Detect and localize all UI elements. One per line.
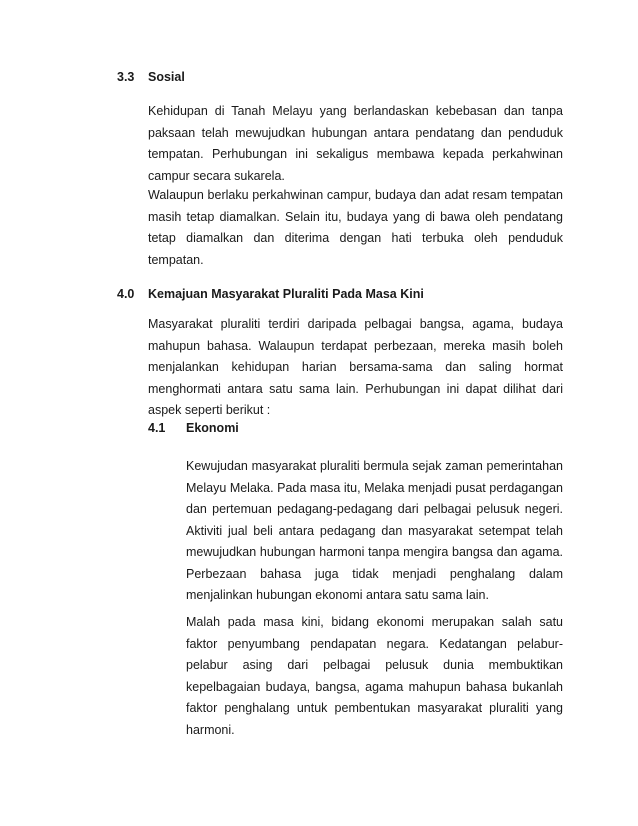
paragraph: Kehidupan di Tanah Melayu yang berlandaskan kebebasan dan tanpa paksaan telah mewujudkan hubungan antara pendatang dan penduduk tempatan. Perhubungan ini sekaligus membawa kepada perkahwinan campur secara sukarela. (148, 104, 563, 183)
section-number: 4.0 (117, 287, 135, 301)
section-title: Kemajuan Masyarakat Pluraliti Pada Masa Kini (148, 287, 424, 301)
section-number: 3.3 (117, 70, 135, 84)
paragraph: Masyarakat pluraliti terdiri daripada pelbagai bangsa, agama, budaya mahupun bahasa. Walaupun terdapat perbezaan, mereka masih boleh menjalankan kehidupan harian bersama-sama dan saling hormat menghormati antara satu sama lain. Perhubungan ini dapat dilihat dari aspek seperti berikut : (148, 317, 563, 417)
section-title: Sosial (148, 70, 185, 84)
paragraph: Malah pada masa kini, bidang ekonomi merupakan salah satu faktor penyumbang pendapatan negara. Kedatangan pelabur-pelabur asing dari pelbagai pelusuk dunia membuktikan kepelbagaian budaya, bangsa, agama mahupun bahasa bukanlah faktor penghalang untuk pembentukan masyarakat pluraliti yang harmoni. (186, 615, 563, 737)
paragraph: Walaupun berlaku perkahwinan campur, budaya dan adat resam tempatan masih tetap diamalkan. Selain itu, budaya yang di bawa oleh pendatang tetap diamalkan dan diterima dengan hati terbuka oleh penduduk tempatan. (148, 188, 563, 267)
subsection-title: Ekonomi (186, 421, 239, 435)
paragraph: Kewujudan masyarakat pluraliti bermula sejak zaman pemerintahan Melayu Melaka. Pada masa itu, Melaka menjadi pusat perdagangan dan pertemuan pedagang-pedagang dari pelbagai pelusuk negeri. Aktiviti jual beli antara pedagang dan masyarakat setempat telah mewujudkan hubungan harmoni tanpa mengira bangsa dan agama. Perbezaan bahasa juga tidak menjadi penghalang dalam menjalinkan hubungan ekonomi antara satu sama lain. (186, 459, 563, 602)
subsection-number: 4.1 (148, 421, 166, 435)
